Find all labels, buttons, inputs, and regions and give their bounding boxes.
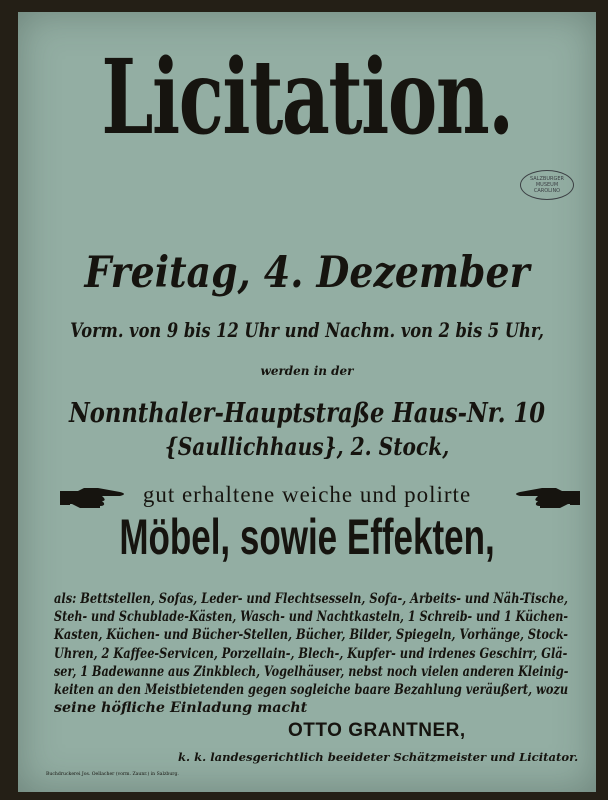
address-line-1: Nonnthaler-Hauptstraße Haus-Nr. 10 [68, 398, 546, 429]
printer-imprint: Buchdruckerei Jos. Oellacher (vorm. Zaunr.) in Salzburg. [46, 772, 179, 777]
item-line: seine höfliche Einladung macht [54, 700, 308, 717]
item-line: Uhren, 2 Kaffee-Servicen, Porzellain-, Blech-, Kupfer- und irdenes Geschirr, Glä- [54, 645, 568, 662]
item-line: Steh- und Schublade-Kästen, Wasch- und Nachtkasteln, 1 Schreib- und 1 Küchen- [54, 609, 568, 626]
museum-stamp [520, 170, 574, 200]
connector-text: werden in der [260, 364, 354, 378]
address-line-2: {Saullichhaus}, 2. Stock, [164, 432, 450, 461]
item-list-paragraph [54, 590, 568, 717]
seller-title: k. k. landesgerichtlich beeideter Schätzmeister und Licitator. [178, 750, 579, 764]
item-line: keiten an den Meistbietenden gegen sogleiche baare Bezahlung veräußert, wozu [54, 682, 569, 699]
auction-poster [18, 12, 596, 792]
poster-title: Licitation. [101, 37, 513, 158]
stamp-line-1: SALZBURGER [530, 176, 564, 182]
auction-date: Freitag, 4. Dezember [84, 248, 530, 298]
item-line: ser, 1 Badewanne aus Zinkblech, Vogelhäuser, nebst noch vielen anderen Kleinig- [54, 663, 569, 680]
stamp-line-3: CAROLINO [533, 188, 561, 194]
condition-text: gut erhaltene weiche und polirte [142, 482, 472, 507]
headline: Möbel, sowie Effekten, [119, 509, 495, 565]
auction-time: Vorm. von 9 bis 12 Uhr und Nachm. von 2 bis 5 Uhr, [70, 318, 544, 342]
item-line: Kasten, Küchen- und Bücher-Stellen, Bücher, Bilder, Spiegeln, Vorhänge, Stock- [54, 627, 569, 644]
pointing-hand-left-icon [510, 482, 582, 510]
item-line: als: Bettstellen, Sofas, Leder- und Flechtsesseln, Sofa-, Arbeits- und Näh-Tische, [54, 591, 568, 607]
stamp-line-2: MUSEUM [535, 182, 559, 188]
seller-name: OTTO GRANTNER, [288, 720, 466, 741]
